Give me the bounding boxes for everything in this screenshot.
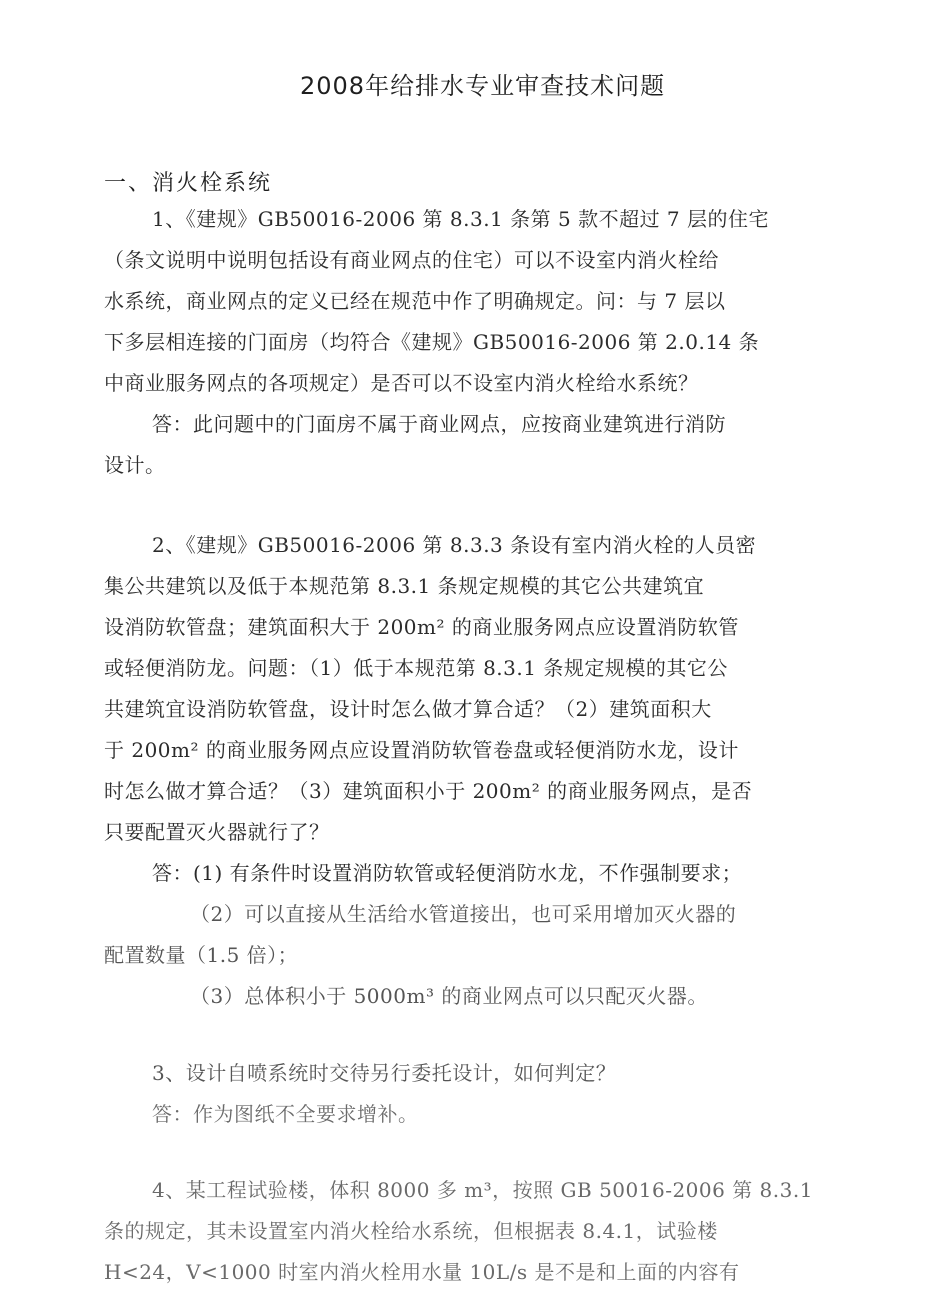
paragraph-line: 只要配置灭火器就行了？	[104, 820, 330, 844]
paragraph-line: 集公共建筑以及低于本规范第 8.3.1 条规定规模的其它公共建筑宜	[104, 574, 705, 598]
answer-line: 设计。	[104, 453, 166, 477]
paragraph-line: （条文说明中说明包括设有商业网点的住宅）可以不设室内消火栓给	[104, 248, 719, 272]
paragraph-line: H<24，V<1000 时室内消火栓用水量 10L/s 是不是和上面的内容有	[104, 1260, 740, 1284]
paragraph-line: 中商业服务网点的各项规定）是否可以不设室内消火栓给水系统？	[104, 371, 699, 395]
paragraph-line: 或轻便消防龙。问题：（1）低于本规范第 8.3.1 条规定规模的其它公	[104, 656, 728, 680]
answer-line: 答：作为图纸不全要求增补。	[152, 1102, 419, 1126]
paragraph-line: 1、《建规》GB50016-2006 第 8.3.1 条第 5 款不超过 7 层的住宅	[152, 207, 770, 231]
paragraph-line: 时怎么做才算合适？（3）建筑面积小于 200m² 的商业服务网点，是否	[104, 779, 753, 803]
answer-line: 答：此问题中的门面房不属于商业网点，应按商业建筑进行消防	[152, 412, 726, 436]
paragraph-line: 3、设计自喷系统时交待另行委托设计，如何判定？	[152, 1061, 617, 1085]
paragraph-line: 4、某工程试验楼，体积 8000 多 m³，按照 GB 50016-2006 第 8.3.1	[152, 1178, 813, 1202]
paragraph-line: 条的规定，其未设置室内消火栓给水系统，但根据表 8.4.1，试验楼	[104, 1219, 718, 1243]
answer-line: 配置数量（1.5 倍）；	[104, 943, 299, 967]
section-heading: 一、消火栓系统	[104, 171, 273, 196]
paragraph-line: 下多层相连接的门面房（均符合《建规》GB50016-2006 第 2.0.14 条	[104, 330, 760, 354]
document-title: 2008年给排水专业审查技术问题	[300, 72, 666, 100]
paragraph-line: 水系统，商业网点的定义已经在规范中作了明确规定。问：与 7 层以	[104, 289, 726, 313]
paragraph-line: 设消防软管盘；建筑面积大于 200m² 的商业服务网点应设置消防软管	[104, 615, 739, 639]
answer-line: （3）总体积小于 5000m³ 的商业网点可以只配灭火器。	[190, 984, 708, 1008]
answer-line: （2）可以直接从生活给水管道接出，也可采用增加灭火器的	[190, 902, 737, 926]
paragraph-line: 2、《建规》GB50016-2006 第 8.3.3 条设有室内消火栓的人员密	[152, 533, 757, 557]
paragraph-line: 于 200m² 的商业服务网点应设置消防软管卷盘或轻便消防水龙，设计	[104, 738, 739, 762]
paragraph-line: 共建筑宜设消防软管盘，设计时怎么做才算合适？（2）建筑面积大	[104, 697, 712, 721]
answer-line: 答：(1) 有条件时设置消防软管或轻便消防水龙，不作强制要求；	[152, 861, 743, 885]
